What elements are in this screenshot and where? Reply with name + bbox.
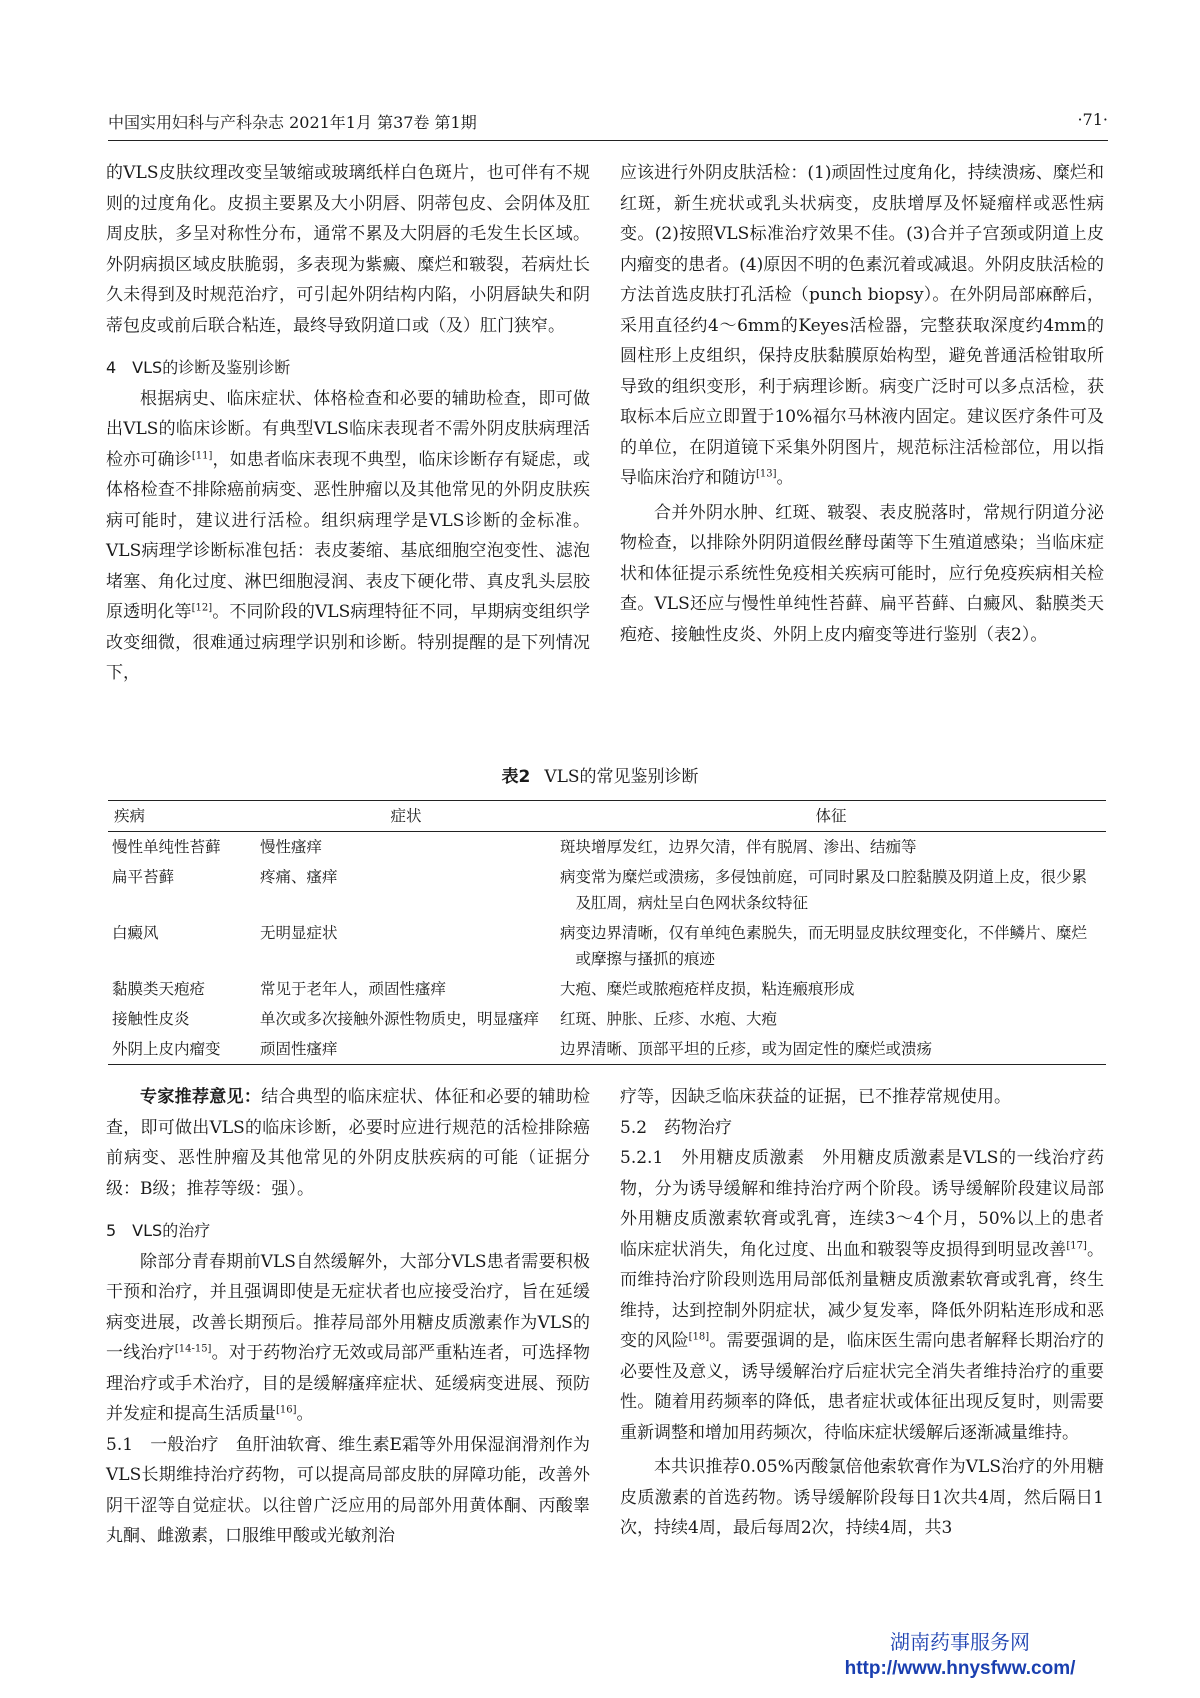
paragraph-biopsy: 应该进行外阴皮肤活检：(1)顽固性过度角化，持续溃疡、糜烂和红斑，新生疣状或乳头状病变，皮肤增厚及怀疑瘤样或恶性病变。(2)按照VLS标准治疗效果不佳。(3)合并子宫颈或阴道上皮内瘤变的患者。(4)原因不明的色素沉着或减退。外阴皮肤活检的方法首选皮肤打孔活检（punch biopsy）。在外阴局部麻醉后，采用直径约4～6mm的Keyes活检器，完整获取深度约4mm的圆柱形上皮组织，保持皮肤黏膜原始构型，避免普通活检钳取所导致的组织变形，利于病理诊断。病变广泛时可以多点活检，获取标本后应立即置于10%福尔马林液内固定。建议医疗条件可及的单位，在阴道镜下采集外阴图片，规范标注活检部位，用以指导临床治疗和随访[13]。: [620, 163, 1104, 488]
right-column-top: [620, 158, 1104, 650]
table-header-row: [108, 801, 1106, 832]
symptom-cell: 单次或多次接触外源性物质史，明显瘙痒: [260, 1010, 540, 1028]
differential-diagnosis-table: [108, 800, 1106, 1065]
section-4-title: 4 VLS的诊断及鉴别诊断: [106, 358, 291, 377]
left-column-bottom: [106, 1082, 590, 1552]
citation-14-15: [14-15]: [174, 1343, 212, 1355]
symptom-cell: 慢性瘙痒: [260, 838, 323, 856]
subsection-5-2-1: 5.2.1 外用糖皮质激素 外用糖皮质激素是VLS的一线治疗药物，分为诱导缓解和维持治疗两个阶段。诱导缓解阶段建议局部外用糖皮质激素软膏或乳膏，连续3～4个月，50%以上的患者临床症状消失，角化过度、出血和皲裂等皮损得到明显改善[17]。而维持治疗阶段则选用局部低剂量糖皮质激素软膏或乳膏，终生维持，达到控制外阴症状，减少复发率，降低外阴粘连形成和恶变的风险[18]。需要强调的是，临床医生需向患者解释长期治疗的必要性及意义，诱导缓解治疗后症状完全消失者维持治疗的重要性。随着用药频率的降低，患者症状或体征出现反复时，则需要重新调整和增加用药频次，待临床症状缓解后逐渐减量维持。: [620, 1148, 1105, 1443]
disease-cell: 白癜风: [112, 924, 159, 942]
citation-11: [11]: [191, 449, 213, 461]
expert-label: 专家推荐意见：: [140, 1087, 262, 1107]
disease-cell: 外阴上皮内瘤变: [112, 1040, 221, 1058]
table-row: [108, 862, 1106, 918]
table-row: [108, 918, 1106, 974]
sign-cell: 病变边界清晰，仅有单纯色素脱失，而无明显皮肤纹理变化，不伴鳞片、糜烂或摩擦与搔抓的痕迹: [560, 924, 1088, 968]
page-number: ·71·: [1077, 110, 1108, 129]
subsection-5-2-title: 5.2 药物治疗: [620, 1117, 733, 1138]
disease-cell: 慢性单纯性苔藓: [112, 838, 221, 856]
sign-cell: 红斑、肿胀、丘疹、水疱、大疱: [560, 1010, 778, 1028]
paragraph-differential: 合并外阴水肿、红斑、皲裂、表皮脱落时，常规行阴道分泌物检查，以排除外阴阴道假丝酵母菌等下生殖道感染；当临床症状和体征提示系统性免疫相关疾病可能时，应行免疫疾病相关检查。VLS还应与慢性单纯性苔藓、扁平苔藓、白癜风、黏膜类天疱疮、接触性皮炎、外阴上皮内瘤变等进行鉴别（表2）。: [620, 502, 1104, 645]
expert-recommendation: 专家推荐意见：结合典型的临床症状、体征和必要的辅助检查，即可做出VLS的临床诊断，必要时应进行规范的活检排除癌前病变、恶性肿瘤及其他常见的外阴皮肤疾病的可能（证据分级：B级；推荐等级：强）。: [106, 1087, 591, 1199]
citation-18: [18]: [688, 1331, 710, 1343]
sign-cell: 病变常为糜烂或溃疡，多侵蚀前庭，可同时累及口腔黏膜及阴道上皮，很少累及肛周，病灶呈白色网状条纹特征: [560, 868, 1088, 912]
table-number: 表2: [501, 767, 531, 787]
paragraph-vls-features: 的VLS皮肤纹理改变呈皱缩或玻璃纸样白色斑片，也可伴有不规则的过度角化。皮损主要累及大小阴唇、阴蒂包皮、会阴体及肛周皮肤，多呈对称性分布，通常不累及大阴唇的毛发生长区域。外阴病损区域皮肤脆弱，多表现为紫癜、糜烂和皲裂，若病灶长久未得到及时规范治疗，可引起外阴结构内陷，小阴唇缺失和阴蒂包皮或前后联合粘连，最终导致阴道口或（及）肛门狭窄。: [106, 163, 590, 336]
sign-cell: 边界清晰、顶部平坦的丘疹，或为固定性的糜烂或溃疡: [560, 1040, 933, 1058]
table-row: [108, 1034, 1106, 1065]
citation-16: [16]: [276, 1404, 297, 1416]
disease-cell: 接触性皮炎: [112, 1010, 190, 1028]
header-disease: 疾病: [114, 807, 146, 825]
table-row: [108, 974, 1106, 1004]
running-header: [108, 106, 1108, 141]
table-row: [108, 1004, 1106, 1034]
citation-12: [12]: [191, 602, 213, 614]
section-5-title: 5 VLS的治疗: [106, 1221, 211, 1240]
subsection-5-1: 5.1 一般治疗 鱼肝油软膏、维生素E霜等外用保湿润滑剂作为VLS长期维持治疗药物，可以提高局部皮肤的屏障功能，改善外阴干涩等自觉症状。以往曾广泛应用的局部外用黄体酮、丙酸睾丸酮、雌激素，口服维甲酸或光敏剂治: [106, 1434, 590, 1546]
header-sign: 体征: [815, 807, 847, 825]
citation-17: [17]: [1066, 1239, 1087, 1251]
symptom-cell: 疼痛、瘙痒: [260, 868, 338, 886]
symptom-cell: 无明显症状: [260, 924, 338, 942]
table-title: VLS的常见鉴别诊断: [544, 767, 699, 787]
paragraph-diagnosis: 根据病史、临床症状、体格检查和必要的辅助检查，即可做出VLS的临床诊断。有典型VLS临床表现者不需外阴皮肤病理活检亦可确诊[11]，如患者临床表现不典型，临床诊断存有疑虑，或体格检查不排除癌前病变、恶性肿瘤以及其他常见的外阴皮肤疾病可能时，建议进行活检。组织病理学是VLS诊断的金标准。VLS病理学诊断标准包括：表皮萎缩、基底细胞空泡变性、滤泡堵塞、角化过度、淋巴细胞浸润、表皮下硬化带、真皮乳头层胶原透明化等[12]。不同阶段的VLS病理特征不同，早期病变组织学改变细微，很难通过病理学识别和诊断。特别提醒的是下列情况下，: [106, 388, 590, 683]
paragraph-continuation: 疗等，因缺乏临床获益的证据，已不推荐常规使用。: [620, 1087, 1011, 1107]
right-column-bottom: [620, 1082, 1104, 1544]
watermark-url[interactable]: http://www.hnysfww.com/: [844, 1658, 1076, 1679]
header-symptom: 症状: [390, 807, 422, 825]
disease-cell: 黏膜类天疱疮: [112, 980, 206, 998]
symptom-cell: 常见于老年人，顽固性瘙痒: [260, 980, 447, 998]
sign-cell: 大疱、糜烂或脓疱疮样皮损，粘连瘢痕形成: [560, 980, 855, 998]
paragraph-clobetasol: 本共识推荐0.05%丙酸氯倍他索软膏作为VLS治疗的外用糖皮质激素的首选药物。诱导缓解阶段每日1次共4周，然后隔日1次，持续4周，最后每周2次，持续4周，共3: [620, 1457, 1104, 1538]
symptom-cell: 顽固性瘙痒: [260, 1040, 338, 1058]
watermark-name: 湖南药事服务网: [890, 1632, 1030, 1654]
sign-cell: 斑块增厚发红，边界欠清，伴有脱屑、渗出、结痂等: [560, 838, 917, 856]
citation-13: [13]: [756, 468, 777, 480]
journal-citation: 中国实用妇科与产科杂志 2021年1月 第37卷 第1期: [108, 113, 477, 132]
site-watermark: [810, 1630, 1110, 1682]
disease-cell: 扁平苔藓: [112, 868, 175, 886]
table-row: [108, 832, 1106, 863]
paragraph-treatment: 除部分青春期前VLS自然缓解外，大部分VLS患者需要积极干预和治疗，并且强调即使是无症状者也应接受治疗，旨在延缓病变进展，改善长期预后。推荐局部外用糖皮质激素作为VLS的一线治疗[14-15]。对于药物治疗无效或局部严重粘连者，可选择物理治疗或手术治疗，目的是缓解瘙痒症状、延缓病变进展、预防并发症和提高生活质量[16]。: [106, 1251, 591, 1424]
table-caption: [0, 762, 1200, 787]
left-column-top: [106, 158, 590, 689]
